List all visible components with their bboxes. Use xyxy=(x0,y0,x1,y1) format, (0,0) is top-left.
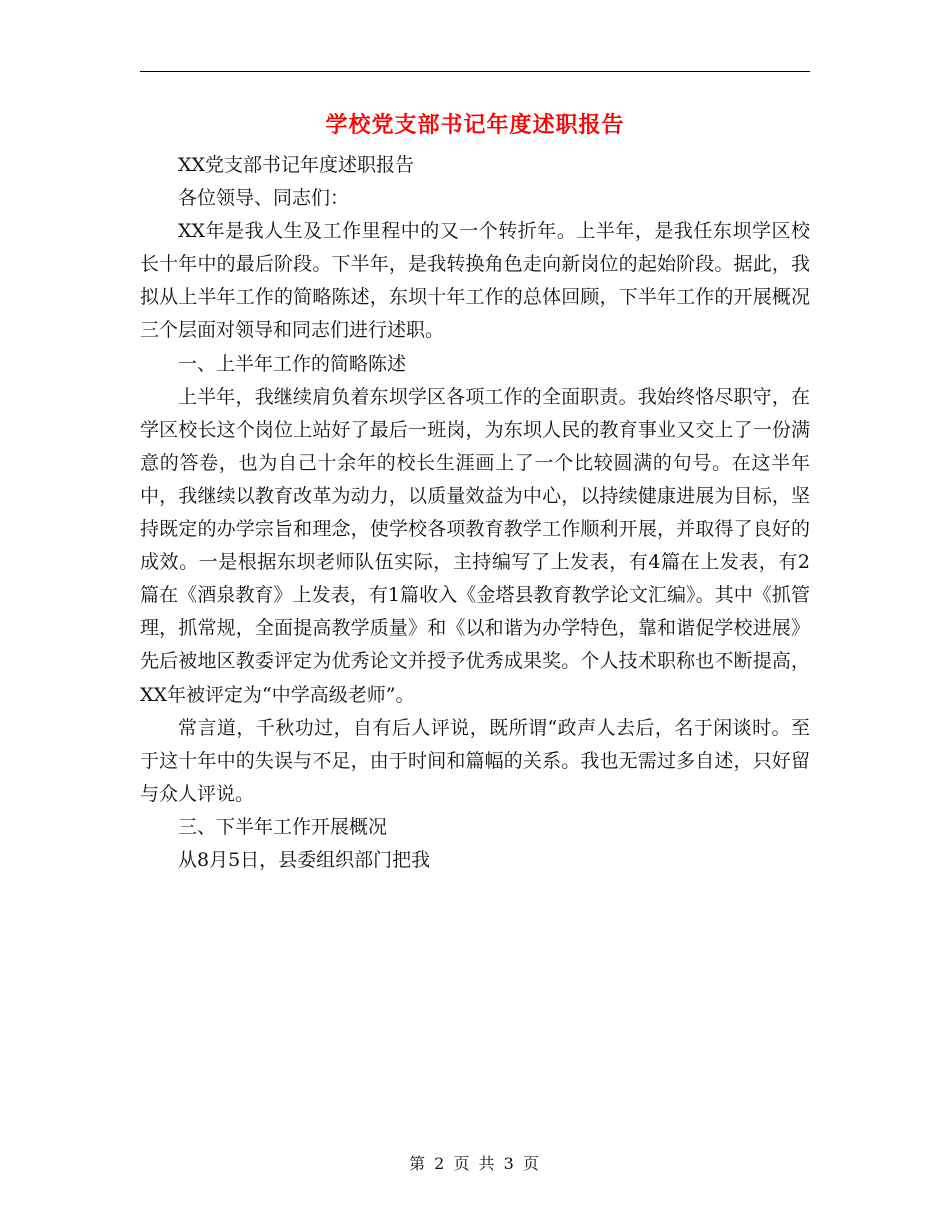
document-title: 学校党支部书记年度述职报告 xyxy=(325,112,625,138)
page-footer xyxy=(0,1152,950,1176)
body-paragraph: 常言道，千秋功过，自有后人评说，既所谓“政声人去后，名于闲谈时。至于这十年中的失误与不足，由于时间和篇幅的关系。我也无需过多自述，只好留与众人评说。 xyxy=(140,716,810,805)
body-paragraph: XX年是我人生及工作里程中的又一个转折年。上半年，是我任东坝学区校长十年中的最后阶段。下半年，是我转换角色走向新岗位的起始阶段。据此，我拟从上半年工作的简略陈述，东坝十年工作的总体回顾，下半年工作的开展概况三个层面对领导和同志们进行述职。 xyxy=(140,220,810,342)
body-paragraph: 从8月5日，县委组织部门把我 xyxy=(178,848,431,871)
document-body xyxy=(140,149,810,877)
header-rule xyxy=(140,71,810,72)
section-heading: 三、下半年工作开展概况 xyxy=(178,815,388,838)
page-number-label: 第 2 页 共 3 页 xyxy=(409,1154,541,1173)
body-paragraph: 上半年，我继续肩负着东坝学区各项工作的全面职责。我始终恪尽职守，在学区校长这个岗位上站好了最后一班岗，为东坝人民的教育事业又交上了一份满意的答卷，也为自己十余年的校长生涯画上了一个比较圆满的句号。在这半年中，我继续以教育改革为动力，以质量效益为中心，以持续健康进展为目标，坚持既定的办学宗旨和理念，使学校各项教育教学工作顺利开展，并取得了良好的成效。一是根据东坝老师队伍实际，主持编写了上发表，有4篇在上发表，有2篇在《酒泉教育》上发表，有1篇收入《金塔县教育教学论文汇编》。其中《抓管理，抓常规，全面提高教学质量》和《以和谐为办学特色，靠和谐促学校进展》先后被地区教委评定为优秀论文并授予优秀成果奖。个人技术职称也不断提高，XX年被评定为“中学高级老师”。 xyxy=(140,385,810,706)
section-heading: 一、上半年工作的简略陈述 xyxy=(178,352,407,375)
body-paragraph-subtitle: XX党支部书记年度述职报告 xyxy=(178,154,415,176)
body-paragraph-salutation: 各位领导、同志们： xyxy=(178,187,350,210)
